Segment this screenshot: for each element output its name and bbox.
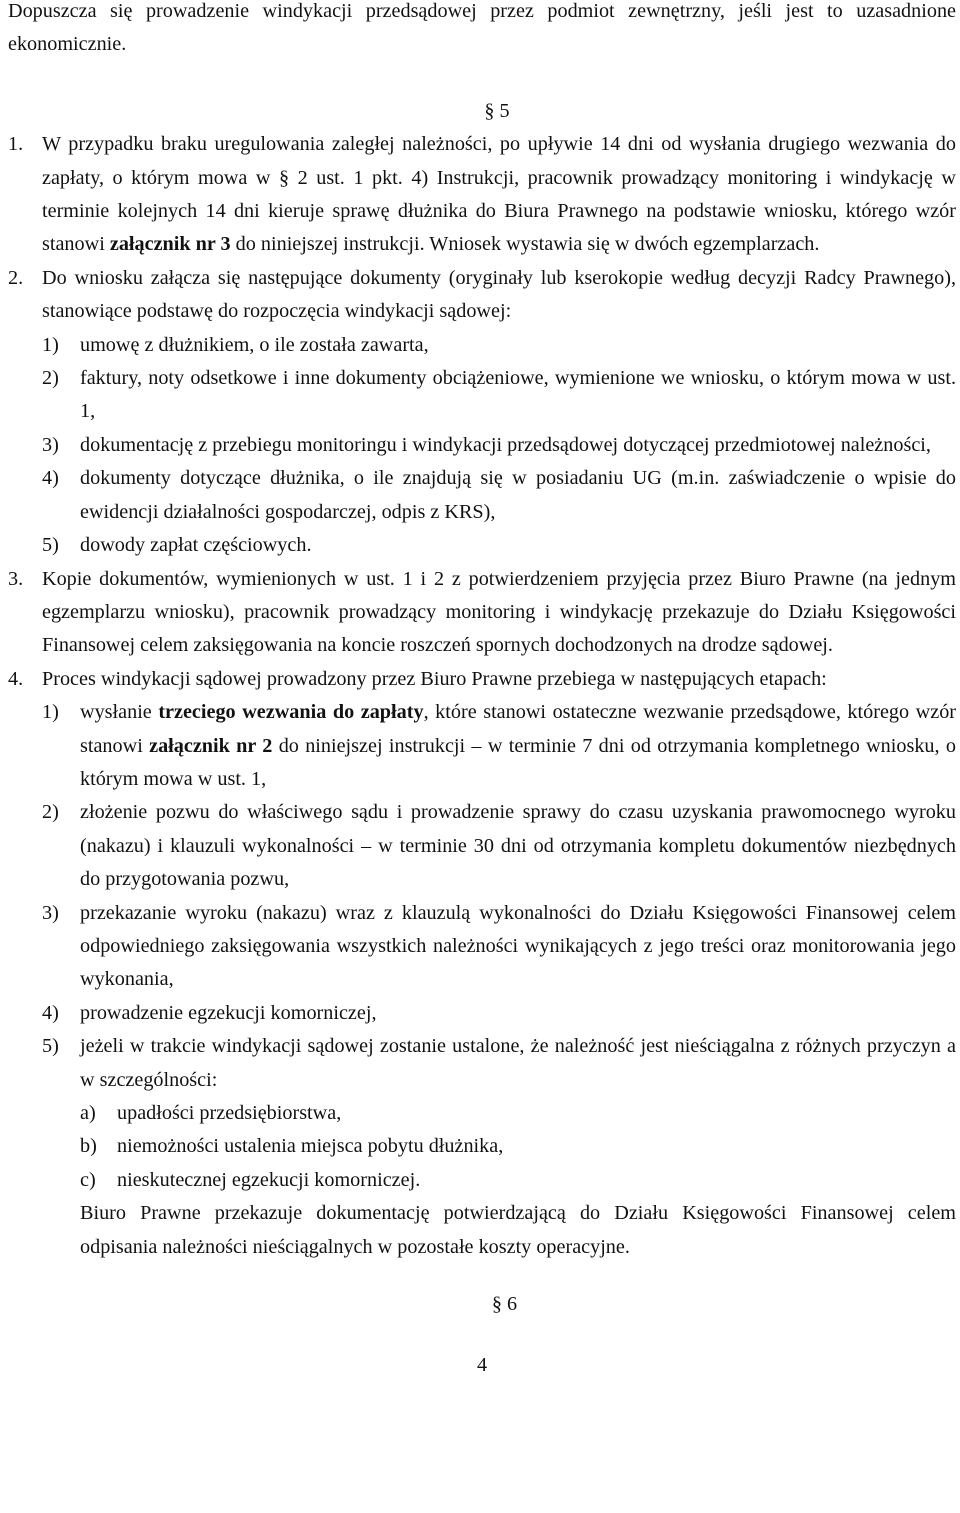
list-item-text: dowody zapłat częściowych. (80, 534, 312, 557)
section-6-heading: § 6 (491, 1293, 518, 1316)
paragraph-1-number: 1. (8, 133, 24, 156)
list-item-number: 4) (42, 467, 59, 490)
sub-list-item-letter: a) (80, 1102, 96, 1124)
list-item-text: przekazanie wyroku (nakazu) wraz z klauzulą wykonalności do Działu Księgowości Finansowej celem odpowiedniego zaksięgowania wszystkich należności wynikających z jego treści oraz monitorowania jego wykonania, (80, 901, 956, 991)
list-item-text: faktury, noty odsetkowe i inne dokumenty obciążeniowe, wymienione we wniosku, o którym mowa w ust. 1, (80, 367, 956, 423)
list-item-text: dokumenty dotyczące dłużnika, o ile znajdują się w posiadaniu UG (m.in. zaświadczenie o wpisie do ewidencji działalności gospodarczej, odpis z KRS), (80, 467, 956, 523)
sub-list-item (80, 1164, 956, 1197)
attachment-3-ref: załącznik nr 3 (109, 233, 231, 256)
list-item-number: 3) (42, 901, 59, 924)
list-item-text: złożenie pozwu do właściwego sądu i prowadzenie sprawy do czasu uzyskania prawomocnego wyroku (nakazu) i klauzuli wykonalności – w terminie 30 dni od otrzymania kompletu dokumentów niezbędnych do przygotowania pozwu, (80, 801, 956, 891)
paragraph-1-text-b: do niniejszej instrukcji. Wniosek wystawia się w dwóch egzemplarzach. (230, 233, 820, 256)
list-item (42, 796, 956, 896)
page-number: 4 (476, 1354, 488, 1377)
sub-list-item-letter: c) (80, 1168, 96, 1191)
third-demand-ref: trzeciego wezwania do zapłaty (158, 701, 424, 724)
paragraph-3 (8, 563, 956, 663)
list-item-number: 5) (42, 534, 59, 557)
paragraph-2-body (42, 262, 956, 563)
paragraph-1 (8, 128, 956, 262)
paragraph-1-text (42, 128, 956, 262)
list-item-text: jeżeli w trakcie windykacji sądowej zostanie ustalone, że należność jest nieściągalna z różnych przyczyn a w szczególności: (80, 1035, 956, 1091)
item-text-part: do niniejszej instrukcji – w terminie 7 dni od otrzymania kompletnego wniosku, o którym mowa w ust. 1, (80, 734, 956, 790)
paragraph-2-number: 2. (8, 266, 24, 289)
list-item-text (80, 696, 956, 796)
section-5-heading: § 5 (484, 99, 510, 122)
sub-list-item-text: upadłości przedsiębiorstwa, (117, 1102, 342, 1124)
list-item (42, 997, 956, 1030)
list-item-number: 1) (42, 333, 59, 356)
paragraph-3-text: Kopie dokumentów, wymienionych w ust. 1 i 2 z potwierdzeniem przyjęcia przez Biuro Prawne (na jednym egzemplarzu wniosku), pracownik prowadzący monitoring i windykację przekazuje do Działu Księgowości Finansowej celem zaksięgowania na koncie roszczeń spornych dochodzonych na drodze sądowej. (42, 567, 956, 657)
list-item-number: 2) (42, 801, 59, 824)
paragraph-2 (8, 262, 956, 563)
paragraph-3-number: 3. (8, 567, 24, 590)
list-item-text: dokumentację z przebiegu monitoringu i windykacji przedsądowej dotyczącej przedmiotowej należności, (80, 433, 931, 456)
list-item (42, 529, 956, 562)
sub-list-item (80, 1130, 956, 1163)
list-item-body (80, 1030, 956, 1264)
paragraph-2-text: Do wniosku załącza się następujące dokumenty (oryginały lub kserokopie według decyzji Radcy Prawnego), stanowiące podstawę do rozpoczęcia windykacji sądowej: (42, 266, 956, 323)
paragraph-4 (8, 663, 956, 1264)
paragraph-4-number: 4. (8, 667, 24, 690)
closing-paragraph: Biuro Prawne przekazuje dokumentację potwierdzającą do Działu Księgowości Finansowej celem odpisania należności nieściągalnych w pozostałe koszty operacyjne. (80, 1202, 956, 1258)
sub-list-item (80, 1097, 956, 1130)
list-item-number: 1) (42, 701, 59, 724)
paragraph-1-text-a: W przypadku braku uregulowania zaległej należności, po upływie 14 dni od wysłania drugiego wezwania do zapłaty, o którym mowa w § 2 ust. 1 pkt. 4) Instrukcji, pracownik prowadzący monitoring i windykację w terminie kolejnych 14 dni kieruje sprawę dłużnika do Biura Prawnego na podstawie wniosku, którego wzór stanowi (42, 133, 956, 256)
paragraph-4-body (42, 663, 956, 1264)
list-item (42, 696, 956, 796)
list-item (42, 1030, 956, 1264)
intro-paragraph: Dopuszcza się prowadzenie windykacji przedsądowej przez podmiot zewnętrzny, jeśli jest to uzasadnione ekonomicznie. (8, 0, 956, 56)
list-item-text: umowę z dłużnikiem, o ile została zawarta, (80, 333, 429, 356)
list-item (42, 462, 956, 529)
list-item (42, 362, 956, 429)
list-item-number: 4) (42, 1001, 59, 1024)
sub-list-item-text: nieskutecznej egzekucji komorniczej. (117, 1168, 421, 1191)
list-item (42, 897, 956, 997)
attachment-2-ref: załącznik nr 2 (149, 734, 273, 757)
list-item-number: 5) (42, 1035, 59, 1058)
list-item (42, 329, 956, 362)
sub-list-item-letter: b) (80, 1135, 97, 1158)
list-item-text: prowadzenie egzekucji komorniczej, (80, 1001, 377, 1024)
item-text-part: , które stanowi ostateczne wezwanie przedsądowe, którego wzór stanowi (80, 701, 957, 757)
list-item (42, 429, 956, 462)
item-text-part: wysłanie (80, 701, 159, 724)
sub-list-item-text: niemożności ustalenia miejsca pobytu dłużnika, (117, 1135, 504, 1158)
list-item-number: 3) (42, 433, 59, 456)
list-item-number: 2) (42, 367, 59, 390)
paragraph-4-text: Proces windykacji sądowej prowadzony przez Biuro Prawne przebiega w następujących etapach: (42, 667, 827, 690)
document-page (8, 0, 956, 1383)
